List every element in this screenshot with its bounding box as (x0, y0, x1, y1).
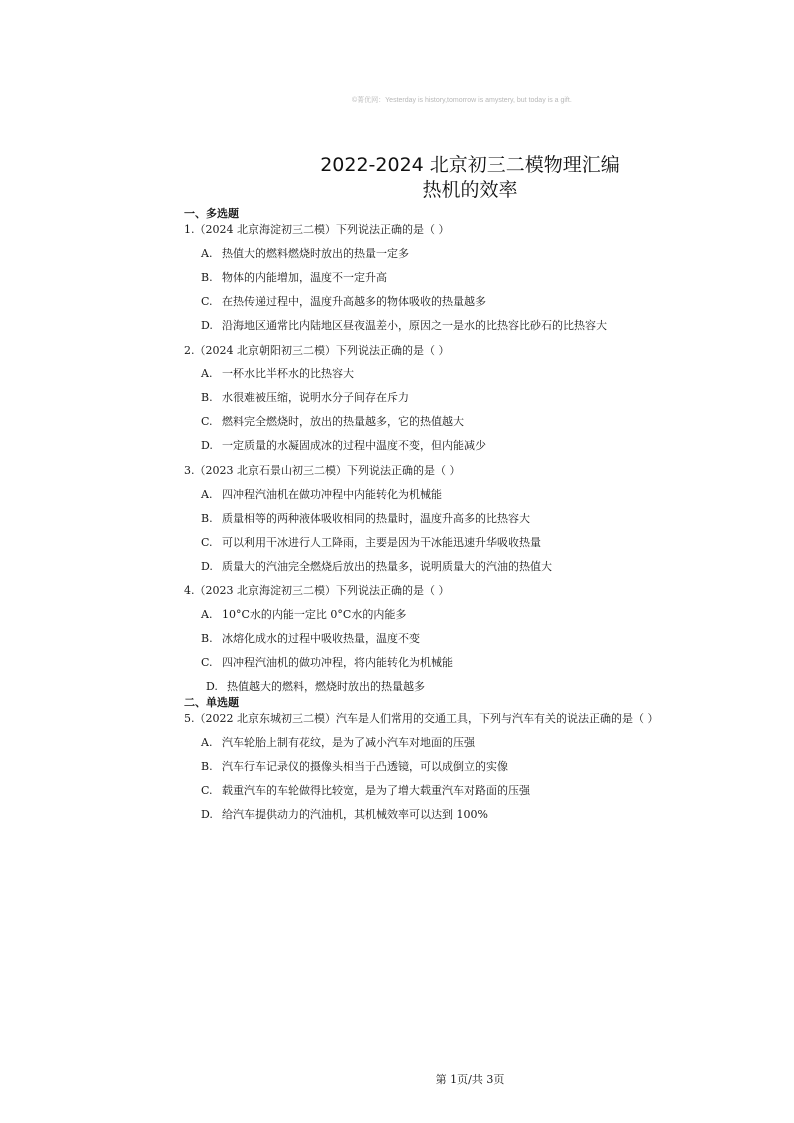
option-label: D. (206, 680, 218, 693)
option-text: 冰熔化成水的过程中吸收热量，温度不变 (222, 632, 420, 645)
option-label: D. (201, 439, 213, 452)
answer-option (201, 413, 464, 429)
option-label: A. (201, 736, 213, 749)
option-text: 质量大的汽油完全燃烧后放出的热量多，说明质量大的汽油的热值大 (222, 560, 552, 573)
answer-option (201, 317, 607, 333)
answer-option (201, 782, 530, 798)
page-number: 第 1页/共 3页 (435, 1073, 505, 1086)
option-label: A. (201, 247, 213, 260)
answer-option (201, 293, 486, 309)
answer-option (206, 678, 425, 694)
option-text: 四冲程汽油机在做功冲程中内能转化为机械能 (222, 488, 442, 501)
answer-option (201, 365, 354, 381)
question-stem: 2.（2024 北京朝阳初三二模）下列说法正确的是（ ） (184, 344, 450, 357)
question-stem: 3.（2023 北京石景山初三二模）下列说法正确的是（ ） (184, 464, 461, 477)
answer-option (201, 269, 387, 285)
option-text: 汽车轮胎上制有花纹，是为了减小汽车对地面的压强 (222, 736, 475, 749)
option-text: 汽车行车记录仪的摄像头相当于凸透镜，可以成倒立的实像 (222, 760, 508, 773)
section-heading-single-choice: 二、单选题 (184, 696, 239, 709)
option-label: A. (201, 488, 213, 501)
option-label: C. (201, 415, 213, 428)
option-text: 在热传递过程中，温度升高越多的物体吸收的热量越多 (222, 295, 486, 308)
answer-option (201, 758, 508, 774)
option-label: C. (201, 656, 213, 669)
option-text: 热值越大的燃料，燃烧时放出的热量越多 (227, 680, 425, 693)
option-text: 一定质量的水凝固成冰的过程中温度不变，但内能减少 (222, 439, 486, 452)
answer-option (201, 558, 552, 574)
option-text: 10°C水的内能一定比 0°C水的内能多 (222, 608, 407, 621)
option-label: A. (201, 608, 213, 621)
option-text: 一杯水比半杯水的比热容大 (222, 367, 354, 380)
option-label: D. (201, 560, 213, 573)
answer-option (201, 437, 486, 453)
question-stem: 5.（2022 北京东城初三二模）汽车是人们常用的交通工具，下列与汽车有关的说法正确的是（ ） (184, 712, 659, 725)
option-text: 可以利用干冰进行人工降雨，主要是因为干冰能迅速升华吸收热量 (222, 536, 541, 549)
answer-option (201, 486, 442, 502)
option-text: 载重汽车的车轮做得比较宽，是为了增大载重汽车对路面的压强 (222, 784, 530, 797)
section-heading-multiple-choice: 一、多选题 (184, 207, 239, 220)
question-stem: 4.（2023 北京海淀初三二模）下列说法正确的是（ ） (184, 584, 450, 597)
option-label: B. (201, 760, 213, 773)
option-label: D. (201, 808, 213, 821)
option-label: C. (201, 784, 213, 797)
option-label: B. (201, 632, 213, 645)
option-label: B. (201, 512, 213, 525)
page-title: 2022-2024 北京初三二模物理汇编 (320, 154, 620, 176)
option-text: 热值大的燃料燃烧时放出的热量一定多 (222, 247, 409, 260)
option-label: D. (201, 319, 213, 332)
option-label: C. (201, 295, 213, 308)
answer-option (201, 389, 409, 405)
option-text: 水很难被压缩，说明水分子间存在斥力 (222, 391, 409, 404)
option-label: A. (201, 367, 213, 380)
page-subtitle: 热机的效率 (422, 179, 518, 201)
option-label: B. (201, 271, 213, 284)
answer-option (201, 606, 406, 622)
answer-option (201, 245, 409, 261)
option-text: 质量相等的两种液体吸收相同的热量时，温度升高多的比热容大 (222, 512, 530, 525)
answer-option (201, 510, 530, 526)
answer-option (201, 734, 475, 750)
answer-option (201, 534, 541, 550)
option-label: C. (201, 536, 213, 549)
answer-option (201, 630, 420, 646)
option-text: 给汽车提供动力的汽油机，其机械效率可以达到 100% (222, 808, 488, 821)
watermark: ©菁优网：Yesterday is history,tomorrow is amystery, but today is a gift. (352, 97, 572, 104)
option-text: 物体的内能增加，温度不一定升高 (222, 271, 387, 284)
answer-option (201, 806, 488, 822)
option-text: 四冲程汽油机的做功冲程，将内能转化为机械能 (222, 656, 453, 669)
question-stem: 1.（2024 北京海淀初三二模）下列说法正确的是（ ） (184, 223, 450, 236)
option-text: 沿海地区通常比内陆地区昼夜温差小，原因之一是水的比热容比砂石的比热容大 (222, 319, 607, 332)
answer-option (201, 654, 453, 670)
option-label: B. (201, 391, 213, 404)
option-text: 燃料完全燃烧时，放出的热量越多，它的热值越大 (222, 415, 464, 428)
